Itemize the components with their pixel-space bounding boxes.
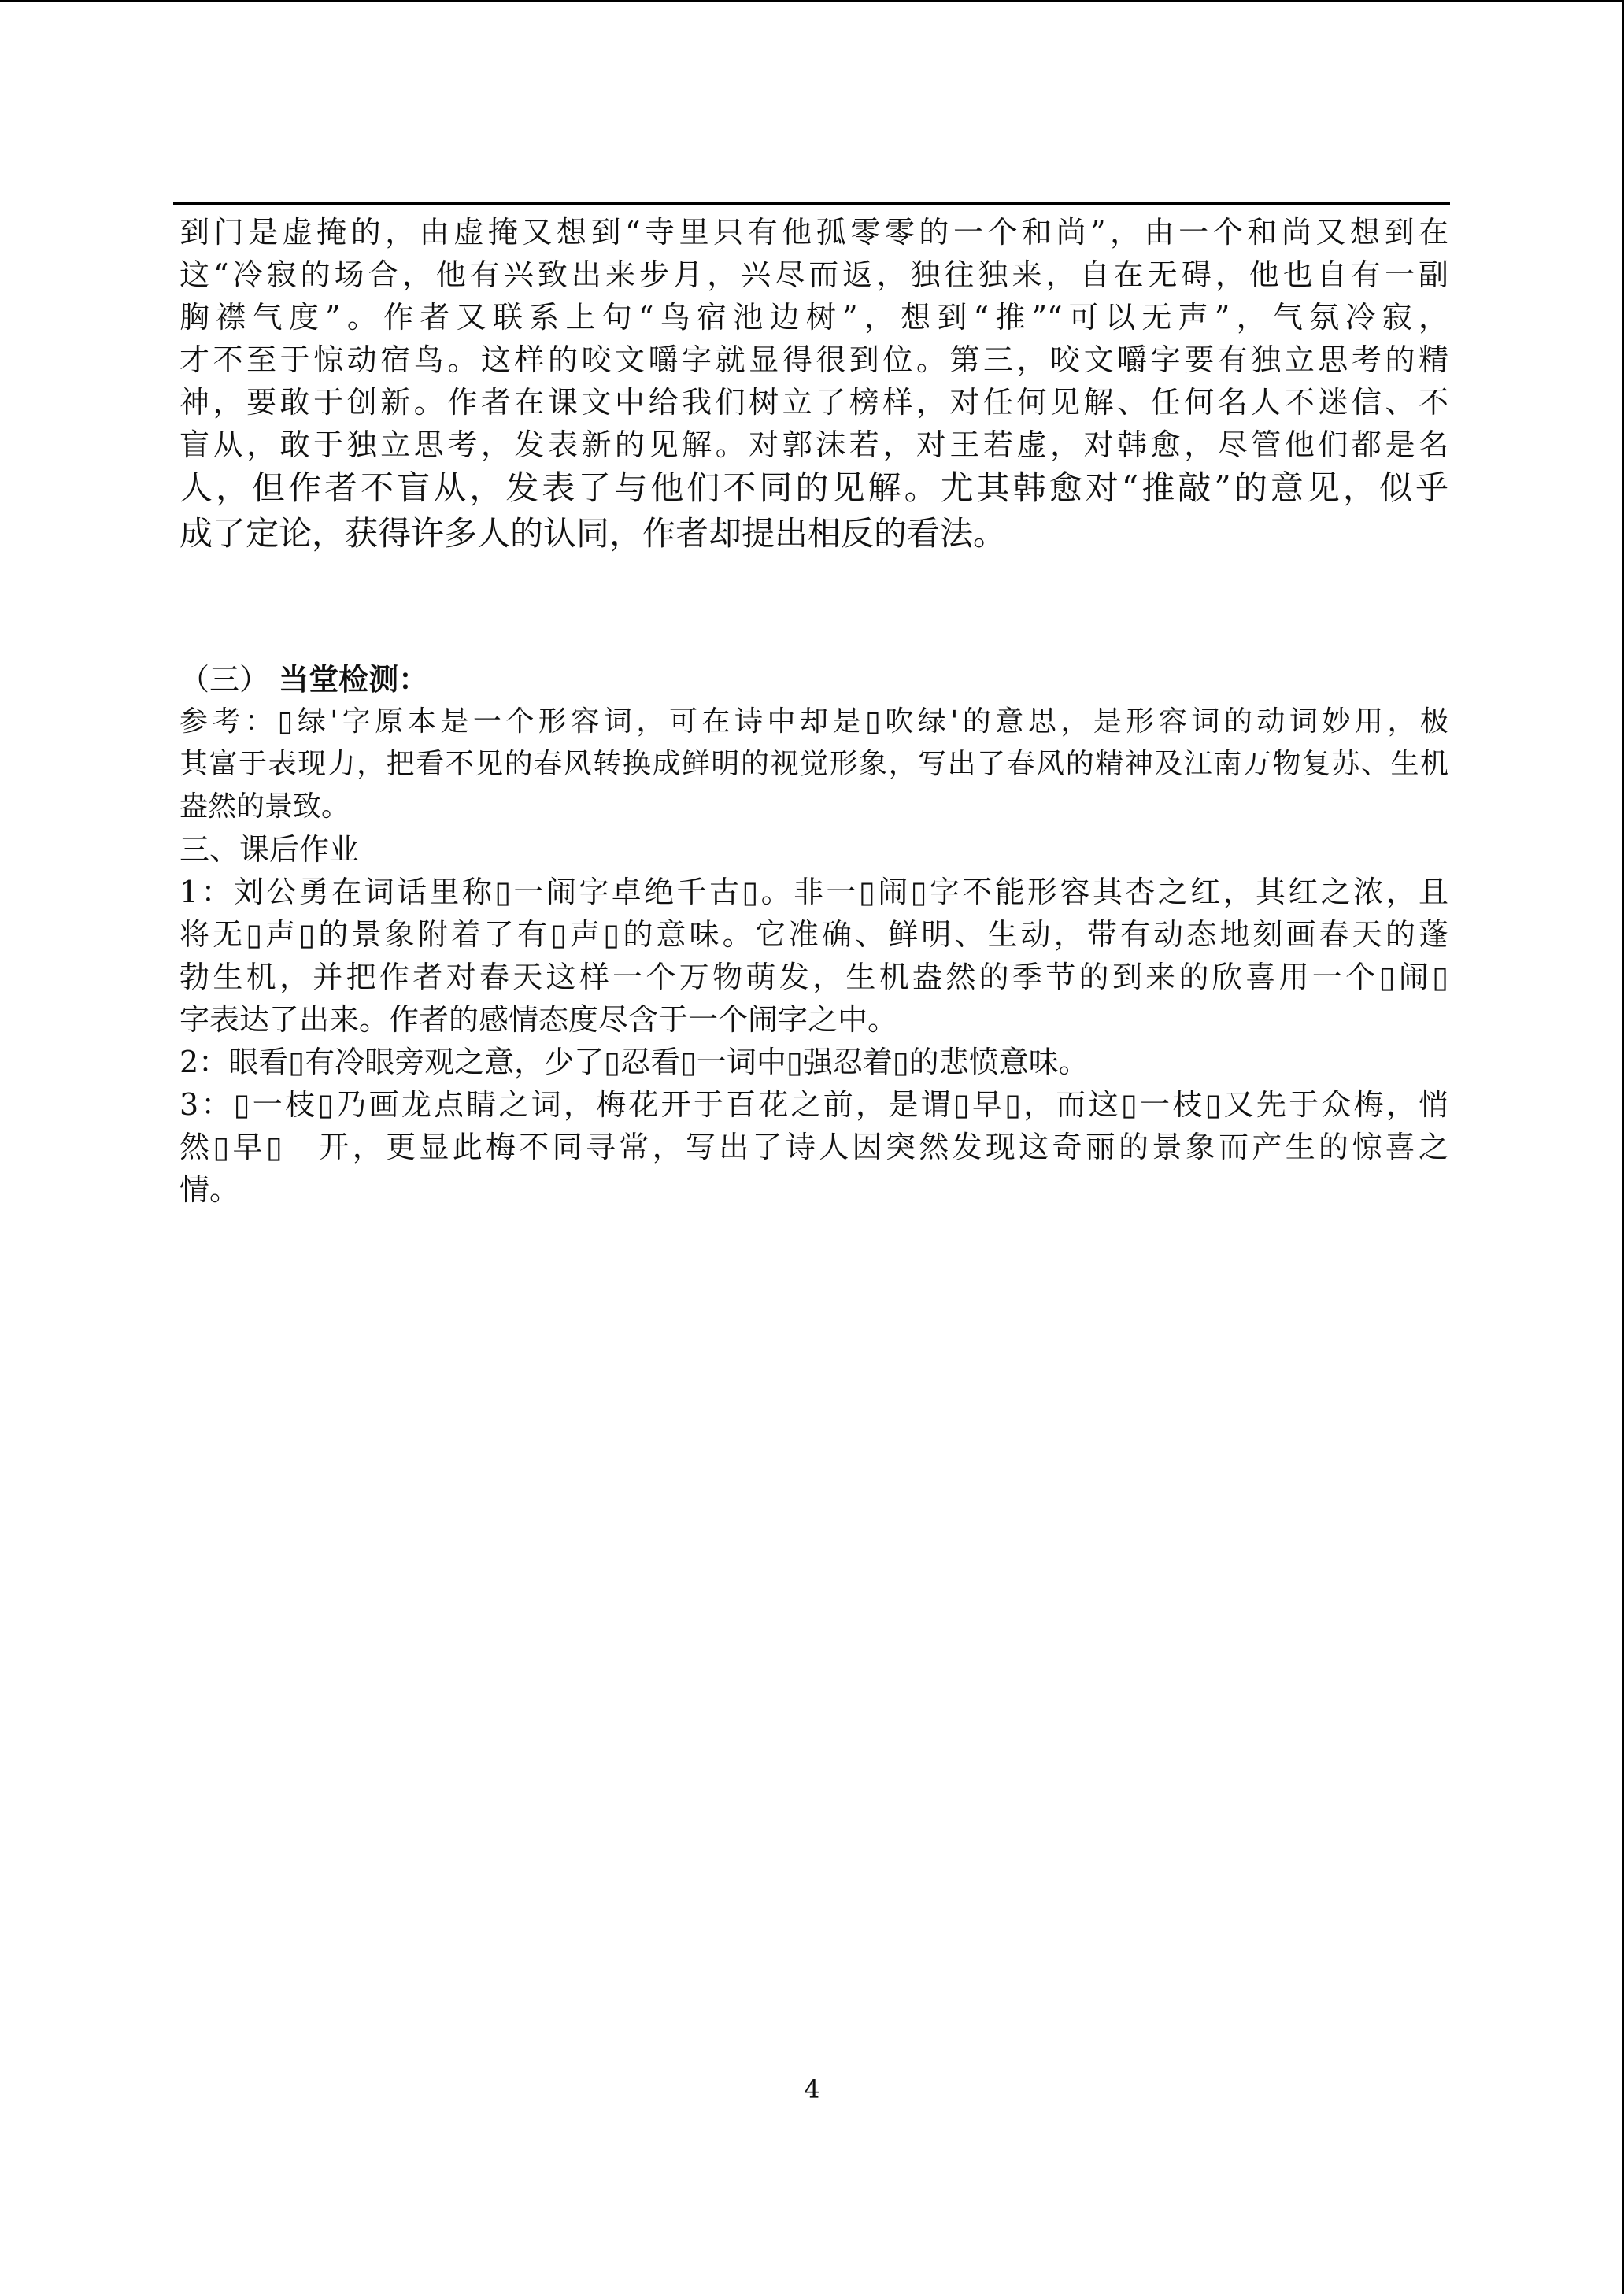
text-line: 将无▯声▯的景象附着了有▯声▯的意味。它准确、鲜明、生动，带有动态地刻画春天的蓬 (179, 917, 1448, 952)
page-number: 4 (804, 2074, 820, 2104)
text-line: 勃生机，并把作者对春天这样一个万物萌发，生机盎然的季节的到来的欣喜用一个▯闹▯ (179, 960, 1448, 994)
section-heading-prefix: （三） (179, 662, 270, 697)
text-line: 人，但作者不盲从，发表了与他们不同的见解。尤其韩愈对“推敲”的意见，似乎 (179, 468, 1448, 507)
text-line: 其富于表现力，把看不见的春风转换成鲜明的视觉形象，写出了春风的精神及江南万物复苏、生机 (179, 748, 1448, 780)
text-line: 成了定论，获得许多人的认同，作者却提出相反的看法。 (179, 514, 1007, 553)
homework-title: 三、课后作业 (179, 832, 360, 867)
text-line: 盲从，敢于独立思考，发表新的见解。对郭沫若，对王若虚，对韩愈，尽管他们都是名 (179, 427, 1448, 462)
text-line: 这“冷寂的场合，他有兴致出来步月，兴尽而返，独往独来，自在无碍，他也自有一副 (179, 257, 1448, 292)
text-line: 情。 (179, 1172, 240, 1207)
paragraph-analysis (179, 211, 1448, 557)
header-rule (173, 202, 1450, 205)
text-line: 盎然的景致。 (179, 790, 350, 823)
section-heading-in-class-test (179, 658, 1448, 701)
text-line: 胸襟气度”。作者又联系上句“鸟宿池边树”，想到“推”“可以无声”，气氛冷寂， (179, 300, 1448, 335)
text-line: 2：眼看▯有冷眼旁观之意，少了▯忍看▯一词中▯强忍着▯的悲愤意味。 (179, 1045, 1089, 1079)
section-heading-label: 当堂检测： (279, 661, 429, 697)
page-content (179, 211, 1448, 1211)
text-line: 3：▯一枝▯乃画龙点睛之词，梅花开于百花之前，是谓▯早▯，而这▯一枝▯又先于众梅，悄 (179, 1087, 1448, 1122)
text-line: 才不至于惊动宿鸟。这样的咬文嚼字就显得很到位。第三，咬文嚼字要有独立思考的精 (179, 342, 1448, 377)
text-line: 字表达了出来。作者的感情态度尽含于一个闹字之中。 (179, 1002, 898, 1037)
text-line: 到门是虚掩的，由虚掩又想到“寺里只有他孤零零的一个和尚”，由一个和尚又想到在 (179, 215, 1448, 250)
text-line: 神，要敢于创新。作者在课文中给我们树立了榜样，对任何见解、任何名人不迷信、不 (179, 385, 1448, 420)
text-line: 然▯早▯ 开，更显此梅不同寻常，写出了诗人因突然发现这奇丽的景象而产生的惊喜之 (179, 1130, 1448, 1164)
reference-answer (179, 701, 1448, 828)
text-line: 参考：▯绿'字原本是一个形容词，可在诗中却是▯吹绿'的意思，是形容词的动词妙用，极 (179, 705, 1448, 738)
homework-answers (179, 871, 1448, 1211)
text-line: 1：刘公勇在词话里称▯一闹字卓绝千古▯。非一▯闹▯字不能形容其杏之红，其红之浓，且 (179, 875, 1448, 909)
section-spacer (179, 557, 1448, 658)
